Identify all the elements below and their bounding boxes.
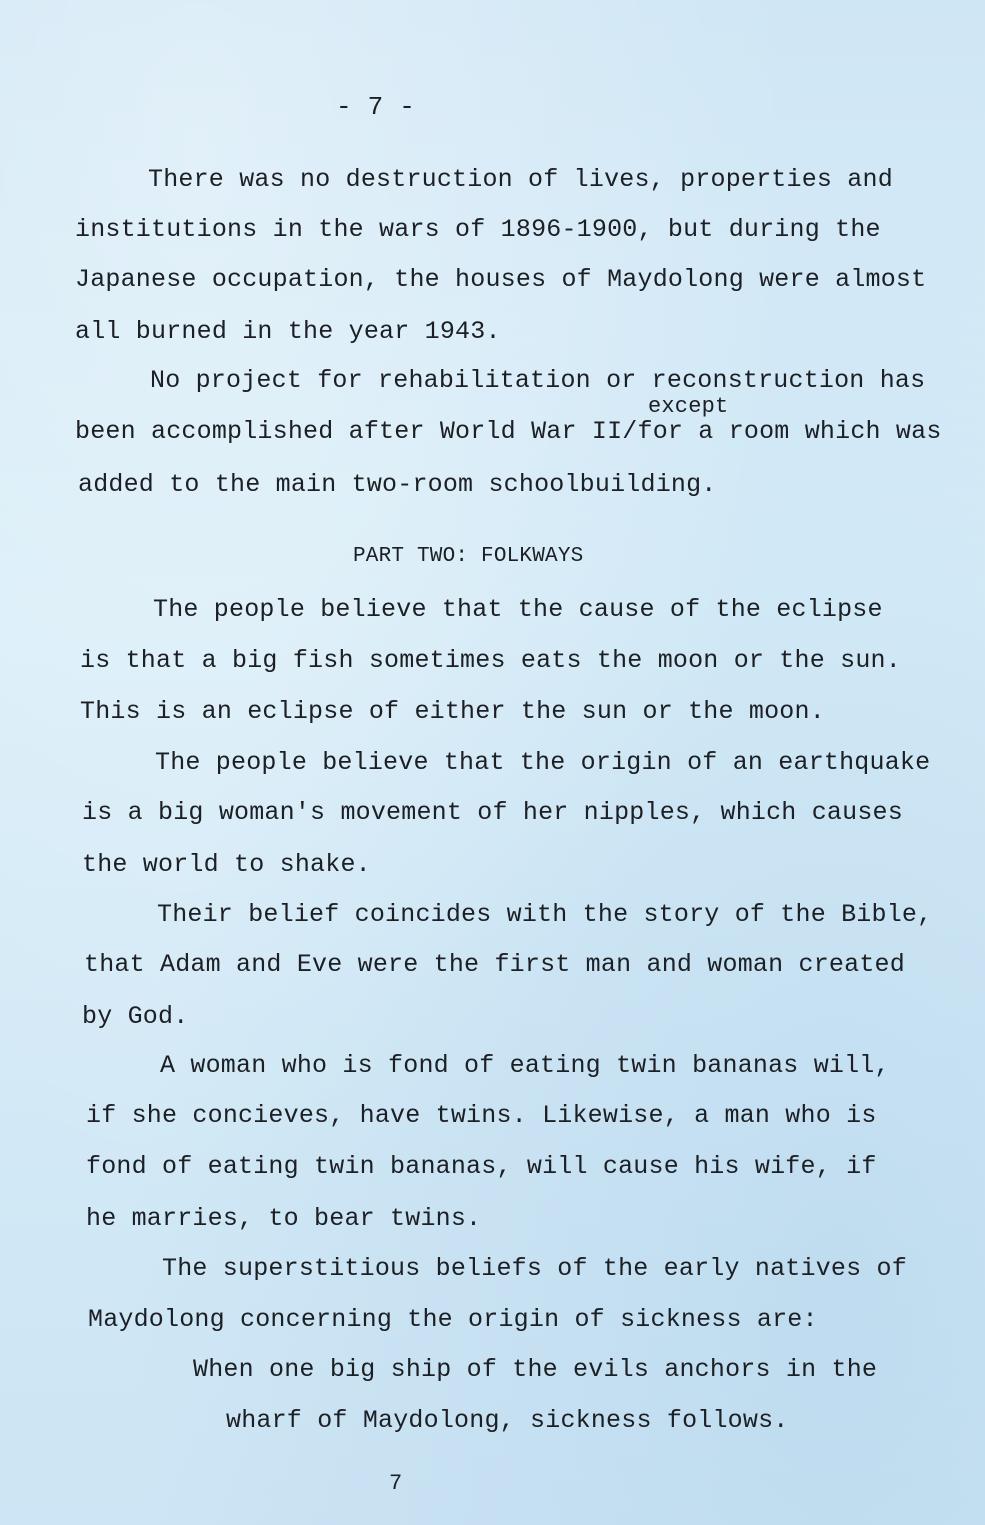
page-number-top: - 7 - xyxy=(336,92,416,122)
text-line: This is an eclipse of either the sun or the moon. xyxy=(80,697,825,726)
text-line: The superstitious beliefs of the early natives of xyxy=(162,1254,907,1283)
text-line: Japanese occupation, the houses of Maydolong were almost xyxy=(75,265,927,294)
text-line: all burned in the year 1943. xyxy=(75,317,501,346)
text-line: wharf of Maydolong, sickness follows. xyxy=(226,1406,789,1435)
text-line: The people believe that the origin of an earthquake xyxy=(155,748,931,777)
text-line: added to the main two-room schoolbuilding. xyxy=(78,470,717,499)
text-line: Their belief coincides with the story of the Bible, xyxy=(157,900,933,929)
text-line: No project for rehabilitation or reconstruction has xyxy=(150,366,926,395)
text-line: institutions in the wars of 1896-1900, but during the xyxy=(75,215,881,244)
text-line: A woman who is fond of eating twin bananas will, xyxy=(160,1051,890,1080)
text-line: fond of eating twin bananas, will cause his wife, if xyxy=(86,1152,877,1181)
text-line: the world to shake. xyxy=(82,850,371,879)
text-line: is a big woman's movement of her nipples, which causes xyxy=(82,798,903,827)
text-line: been accomplished after World War II/for a room which was xyxy=(75,417,942,446)
text-line: by God. xyxy=(82,1002,189,1031)
text-line: There was no destruction of lives, properties and xyxy=(148,165,893,194)
section-heading: PART TWO: FOLKWAYS xyxy=(353,545,584,568)
text-line: if she concieves, have twins. Likewise, a man who is xyxy=(86,1101,877,1130)
text-line: is that a big fish sometimes eats the moon or the sun. xyxy=(80,646,901,675)
text-line: that Adam and Eve were the first man and woman created xyxy=(84,950,905,979)
page-number-bottom: 7 xyxy=(389,1471,403,1496)
text-line: he marries, to bear twins. xyxy=(86,1204,482,1233)
text-line: When one big ship of the evils anchors in the xyxy=(193,1355,878,1384)
handwritten-insertion: except xyxy=(648,394,729,419)
text-line: Maydolong concerning the origin of sickness are: xyxy=(88,1305,818,1334)
text-line: The people believe that the cause of the eclipse xyxy=(153,595,883,624)
